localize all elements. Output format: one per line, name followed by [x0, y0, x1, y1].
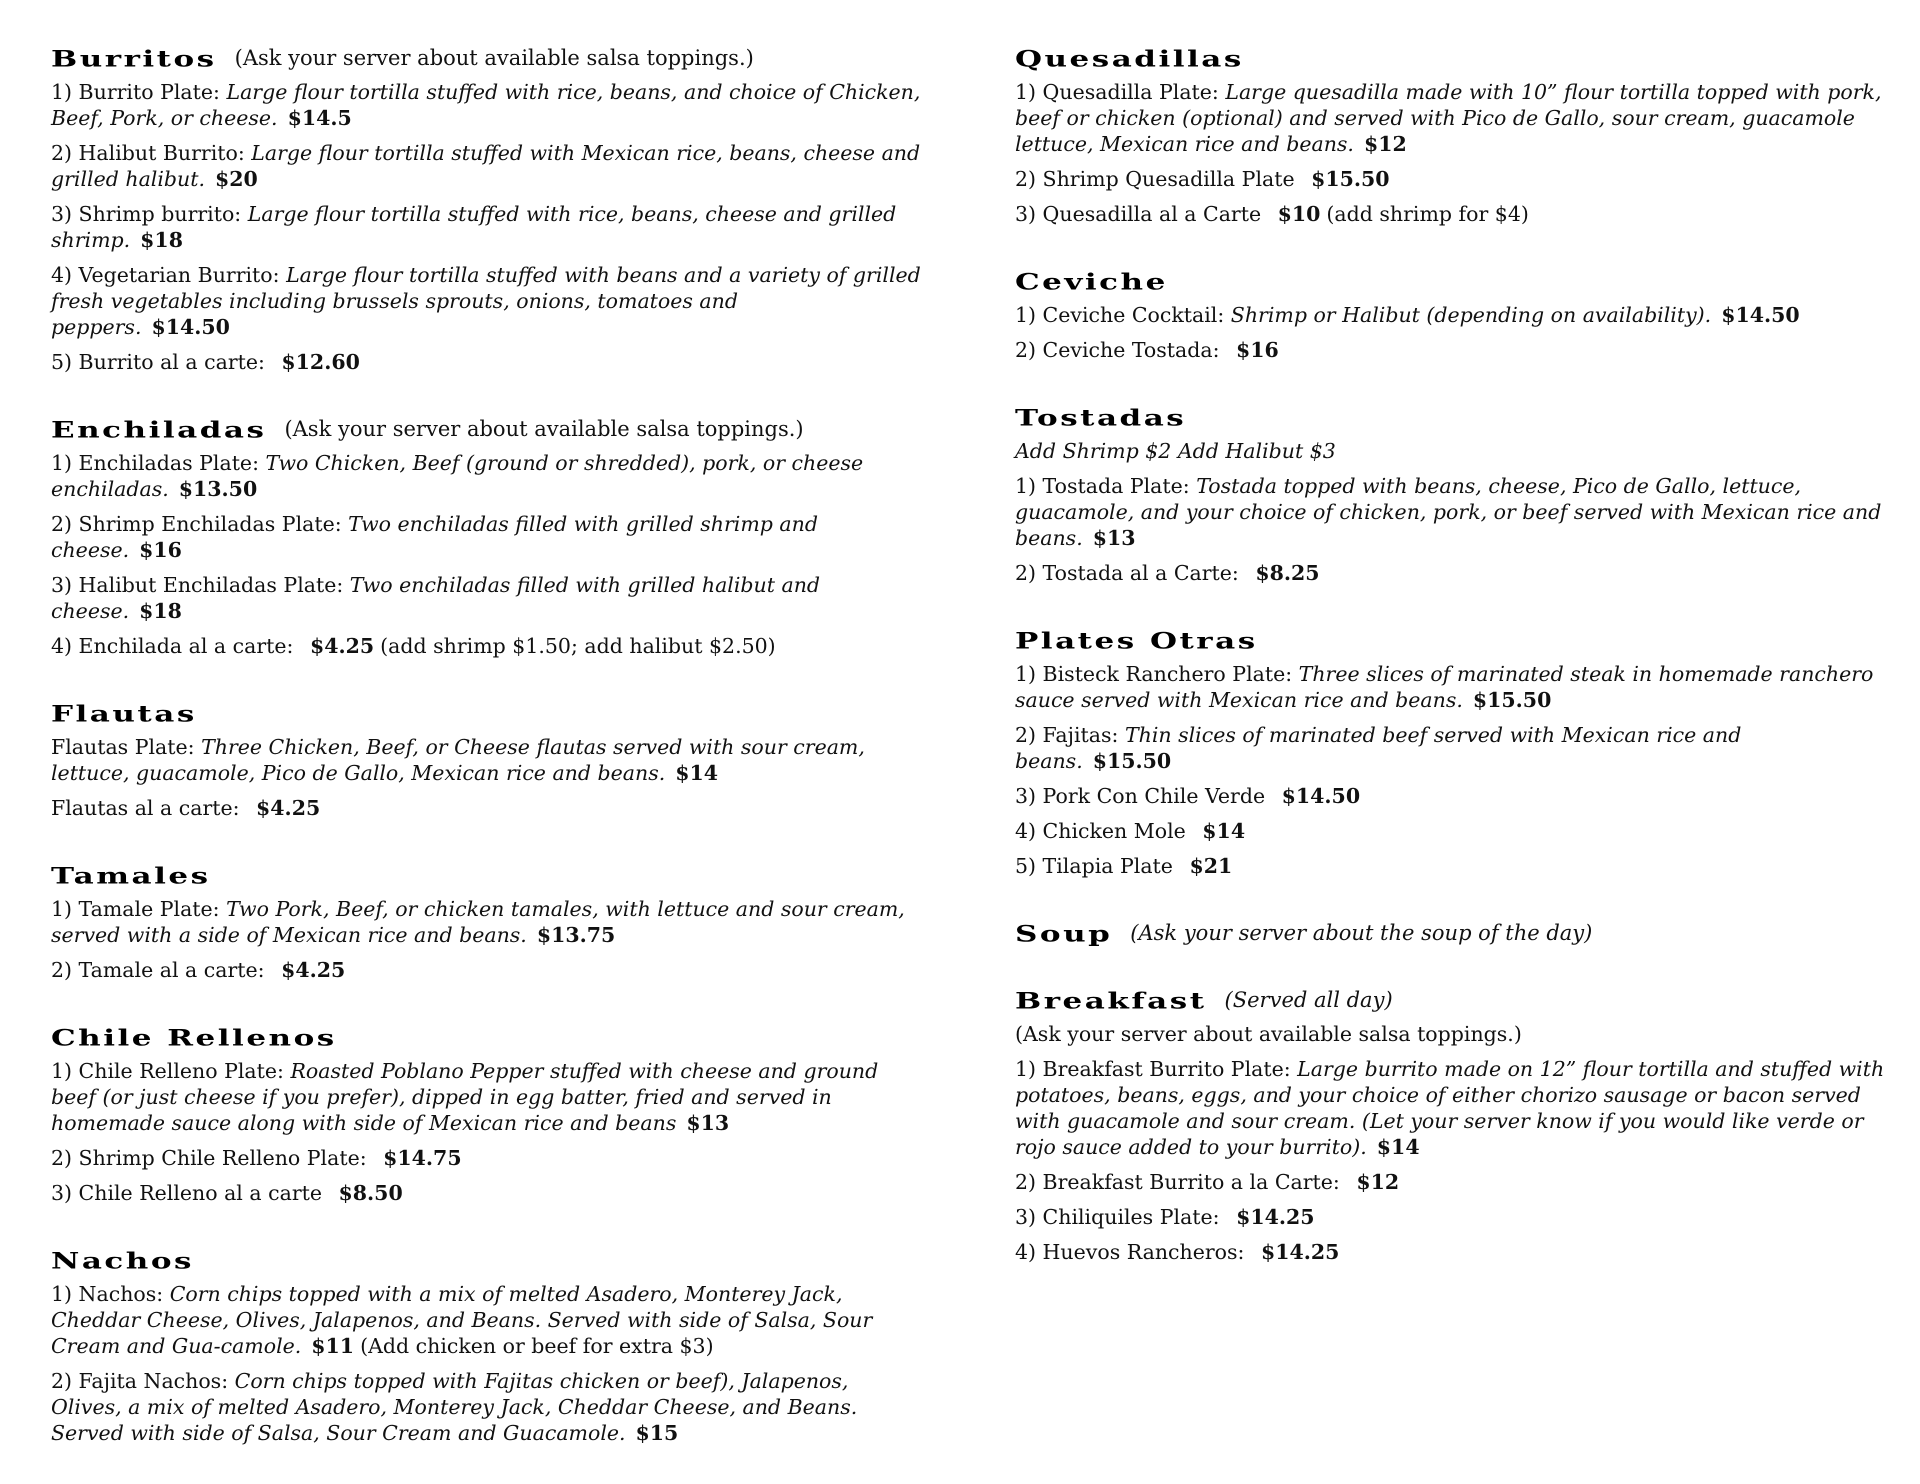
- item-price: $16: [139, 538, 182, 562]
- menu-item: [1015, 853, 1895, 879]
- item-price: $8.50: [338, 1181, 403, 1205]
- item-label: 4) Chicken Mole: [1015, 819, 1193, 843]
- left-column: [51, 40, 921, 1482]
- item-label: 3) Halibut Enchiladas Plate:: [51, 573, 350, 597]
- item-price: $14.25: [1260, 1240, 1340, 1264]
- item-label: 1) Quesadilla Plate:: [1015, 80, 1226, 104]
- menu-item: [1015, 818, 1895, 844]
- section-heading: Enchiladas: [51, 417, 267, 444]
- menu-item: [1015, 722, 1895, 774]
- item-description: Large burrito made on 12” flour tortilla and stuffed with potatoes, beans, eggs, and your choice of either chorizo sausage or bacon served with guacamole and sour cream. (Let your server know if you would like verde or rojo sauce added to your burrito).: [1015, 1057, 1885, 1159]
- item-label: 1) Burrito Plate:: [51, 80, 227, 104]
- menu-item: [51, 1368, 921, 1446]
- item-description: Shrimp or Halibut (depending on availability).: [1230, 303, 1712, 327]
- item-label: 4) Enchilada al a carte:: [51, 634, 300, 658]
- menu-item: [51, 1281, 921, 1359]
- item-label: 5) Tilapia Plate: [1015, 854, 1180, 878]
- item-price: $15.50: [1092, 749, 1172, 773]
- menu-item: [51, 795, 921, 821]
- item-price: $13.50: [178, 477, 258, 501]
- section-heading: Chile Rellenos: [51, 1025, 337, 1052]
- item-price: $12.60: [281, 350, 360, 374]
- section-quesadillas: [1015, 40, 1895, 227]
- section-heading: Nachos: [51, 1248, 194, 1275]
- item-label: Flautas Plate:: [51, 735, 202, 759]
- item-description: Corn chips topped with Fajitas chicken or beef), Jalapenos, Olives, a mix of melted Asadero, Monterey Jack, Cheddar Cheese, and Beans. Served with side of Salsa, Sour Cream and Guacamole.: [51, 1369, 858, 1445]
- item-label: 2) Shrimp Enchiladas Plate:: [51, 512, 349, 536]
- section-heading: Breakfast: [1015, 988, 1207, 1015]
- menu-item: [51, 201, 921, 253]
- item-label: Flautas al a carte:: [51, 796, 247, 820]
- item-label: 2) Shrimp Chile Relleno Plate:: [51, 1146, 374, 1170]
- item-label: 5) Burrito al a carte:: [51, 350, 272, 374]
- item-description: Large flour tortilla stuffed with Mexican rice, beans, cheese and grilled halibut.: [51, 141, 921, 191]
- section-heading-line: [1015, 982, 1895, 1013]
- menu-item: [51, 957, 921, 983]
- item-price: $20: [214, 167, 258, 191]
- item-label: 1) Nachos:: [51, 1282, 170, 1306]
- menu-item: [1015, 302, 1895, 328]
- menu-item: [1015, 1239, 1895, 1265]
- item-price: $8.25: [1255, 561, 1320, 585]
- item-description: Large flour tortilla stuffed with beans and a variety of grilled fresh vegetables including brussels sprouts, onions, tomatoes and peppers.: [51, 263, 921, 339]
- item-price: $16: [1236, 338, 1279, 362]
- item-label: 3) Pork Con Chile Verde: [1015, 784, 1272, 808]
- item-price: $15: [635, 1421, 679, 1445]
- item-price: $13: [686, 1111, 730, 1135]
- item-price: $14: [1376, 1135, 1420, 1159]
- section-heading-line: [1015, 263, 1895, 294]
- item-label: 1) Enchiladas Plate:: [51, 451, 266, 475]
- item-label: 1) Chile Relleno Plate:: [51, 1059, 291, 1083]
- menu-item: [51, 1180, 921, 1206]
- section-heading-line: [51, 695, 921, 726]
- section-nachos: [51, 1242, 921, 1446]
- menu-item: [1015, 783, 1895, 809]
- item-label: 2) Tostada al a Carte:: [1015, 561, 1246, 585]
- section-heading: Plates Otras: [1015, 628, 1258, 655]
- item-label: 2) Fajita Nachos:: [51, 1369, 235, 1393]
- item-price: $14.50: [1281, 784, 1361, 808]
- menu-item: [51, 511, 921, 563]
- item-label: 1) Tostada Plate:: [1015, 474, 1197, 498]
- menu-item: [51, 572, 921, 624]
- section-plain-note: (Ask your server about available salsa toppings.): [1015, 1022, 1522, 1046]
- section-note: (Ask your server about available salsa toppings.): [234, 46, 754, 70]
- section-heading-line: [1015, 915, 1895, 946]
- section-note: (Served all day): [1224, 988, 1393, 1012]
- item-price: $21: [1189, 854, 1233, 878]
- menu-item: [1015, 79, 1895, 157]
- item-price: $14.25: [1236, 1205, 1315, 1229]
- section-heading-line: [1015, 622, 1895, 653]
- item-label: 2) Fajitas:: [1015, 723, 1125, 747]
- item-label: 1) Ceviche Cocktail:: [1015, 303, 1231, 327]
- section-flautas: [51, 695, 921, 821]
- item-label: 2) Breakfast Burrito a la Carte:: [1015, 1170, 1347, 1194]
- item-label: 3) Chile Relleno al a carte: [51, 1181, 329, 1205]
- menu-item: [1015, 1204, 1895, 1230]
- section-enchiladas: [51, 411, 921, 659]
- menu-item: [1015, 560, 1895, 586]
- section-tostadas: [1015, 399, 1895, 586]
- item-price: $12: [1363, 132, 1407, 156]
- item-price: $14.50: [151, 315, 230, 339]
- item-price: $14.75: [383, 1146, 462, 1170]
- item-price: $14: [675, 761, 719, 785]
- item-price: $4.25: [309, 634, 375, 658]
- section-heading: Ceviche: [1015, 269, 1168, 296]
- item-label: 3) Quesadilla al a Carte: [1015, 202, 1268, 226]
- section-heading: Tostadas: [1015, 405, 1187, 432]
- section-heading-line: [51, 857, 921, 888]
- section-heading-line: [51, 40, 921, 71]
- item-extra: (add shrimp for $4): [1326, 202, 1529, 226]
- item-label: 1) Bisteck Ranchero Plate:: [1015, 662, 1299, 686]
- section-breakfast: [1015, 982, 1895, 1265]
- item-extra: (Add chicken or beef for extra $3): [360, 1334, 714, 1358]
- menu-item: [1015, 166, 1895, 192]
- menu-item: [51, 1145, 921, 1171]
- item-price: $18: [139, 599, 182, 623]
- item-label: 2) Tamale al a carte:: [51, 958, 272, 982]
- menu-item: [1015, 1169, 1895, 1195]
- item-description: Large flour tortilla stuffed with rice, beans, cheese and grilled shrimp.: [51, 202, 897, 252]
- section-tamales: [51, 857, 921, 983]
- item-extra: (add shrimp $1.50; add halibut $2.50): [380, 634, 776, 658]
- menu-item: [51, 1058, 921, 1136]
- item-price: $18: [140, 228, 183, 252]
- item-price: $14.5: [287, 106, 352, 130]
- section-ceviche: [1015, 263, 1895, 363]
- item-label: 3) Chiliquiles Plate:: [1015, 1205, 1227, 1229]
- item-label: 2) Shrimp Quesadilla Plate: [1015, 167, 1302, 191]
- item-label: 4) Huevos Rancheros:: [1015, 1240, 1251, 1264]
- item-price: $4.25: [256, 796, 321, 820]
- section-plates-otras: [1015, 622, 1895, 879]
- item-price: $4.25: [281, 958, 346, 982]
- menu-item: [1015, 201, 1895, 227]
- item-description: Two enchiladas filled with grilled shrimp and cheese.: [51, 512, 818, 562]
- item-description: Large flour tortilla stuffed with rice, beans, and choice of Chicken, Beef, Pork, or cheese.: [51, 80, 921, 130]
- section-burritos: [51, 40, 921, 375]
- item-label: 1) Tamale Plate:: [51, 897, 227, 921]
- item-description: Three slices of marinated steak in homemade ranchero sauce served with Mexican rice and beans.: [1015, 662, 1874, 712]
- section-heading: Flautas: [51, 701, 197, 728]
- section-heading-line: [51, 411, 921, 442]
- item-description: Two Pork, Beef, or chicken tamales, with lettuce and sour cream, served with a side of Mexican rice and beans.: [51, 897, 905, 947]
- right-column: [1015, 40, 1895, 1301]
- item-label: 3) Shrimp burrito:: [51, 202, 248, 226]
- menu-item: [51, 896, 921, 948]
- item-description: Thin slices of marinated beef served with Mexican rice and beans.: [1015, 723, 1742, 773]
- menu-item: [1015, 337, 1895, 363]
- menu-item: [51, 79, 921, 131]
- section-heading: Tamales: [51, 863, 211, 890]
- menu-item: [51, 450, 921, 502]
- item-label: 1) Breakfast Burrito Plate:: [1015, 1057, 1298, 1081]
- section-heading: Burritos: [51, 46, 217, 73]
- menu-item: [51, 633, 921, 659]
- section-heading-line: [1015, 399, 1895, 430]
- menu-item: [51, 140, 921, 192]
- item-description: Large quesadilla made with 10” flour tortilla topped with pork, beef or chicken (optional) and served with Pico de Gallo, sour cream, guacamole lettuce, Mexican rice and beans.: [1015, 80, 1882, 156]
- item-label: 4) Vegetarian Burrito:: [51, 263, 287, 287]
- section-heading-line: [51, 1019, 921, 1050]
- menu-item: [1015, 473, 1895, 551]
- item-price: $10: [1277, 202, 1321, 226]
- item-description: Three Chicken, Beef, or Cheese flautas served with sour cream, lettuce, guacamole, Pico de Gallo, Mexican rice and beans.: [51, 735, 865, 785]
- menu-item: [51, 349, 921, 375]
- section-note: (Ask your server about available salsa toppings.): [284, 417, 804, 441]
- section-note: (Ask your server about the soup of the day): [1130, 921, 1593, 945]
- item-price: $12: [1356, 1170, 1400, 1194]
- item-price: $13.75: [536, 923, 616, 947]
- item-description: Tostada topped with beans, cheese, Pico de Gallo, lettuce, guacamole, and your choice of chicken, pork, or beef served with Mexican rice and beans.: [1015, 474, 1882, 550]
- item-price: $13: [1092, 526, 1136, 550]
- menu-item: [51, 262, 921, 340]
- section-heading-line: [1015, 40, 1895, 71]
- section-subnote: Add Shrimp $2 Add Halibut $3: [1015, 439, 1336, 463]
- item-price: $11: [311, 1334, 355, 1358]
- section-chile-rellenos: [51, 1019, 921, 1206]
- section-soup: [1015, 915, 1895, 946]
- item-description: Corn chips topped with a mix of melted Asadero, Monterey Jack, Cheddar Cheese, Olives, Jalapenos, and Beans. Served with side of Salsa, Sour Cream and Gua-camole.: [51, 1282, 873, 1358]
- item-description: Two Chicken, Beef (ground or shredded), pork, or cheese enchiladas.: [51, 451, 864, 501]
- section-heading: Quesadillas: [1015, 46, 1244, 73]
- section-heading: Soup: [1015, 921, 1113, 948]
- item-price: $14: [1202, 819, 1246, 843]
- item-price: $15.50: [1311, 167, 1390, 191]
- section-heading-line: [51, 1242, 921, 1273]
- item-price: $15.50: [1472, 688, 1552, 712]
- item-description: Two enchiladas filled with grilled halibut and cheese.: [51, 573, 821, 623]
- menu-item: [1015, 1056, 1895, 1160]
- menu-item: [51, 734, 921, 786]
- item-label: 2) Halibut Burrito:: [51, 141, 252, 165]
- menu-item: [1015, 661, 1895, 713]
- item-price: $14.50: [1721, 303, 1800, 327]
- item-label: 2) Ceviche Tostada:: [1015, 338, 1227, 362]
- item-description: Roasted Poblano Pepper stuffed with cheese and ground beef (or just cheese if you prefer), dipped in egg batter, fried and served in homemade sauce along with side of Mexican rice and beans: [51, 1059, 879, 1135]
